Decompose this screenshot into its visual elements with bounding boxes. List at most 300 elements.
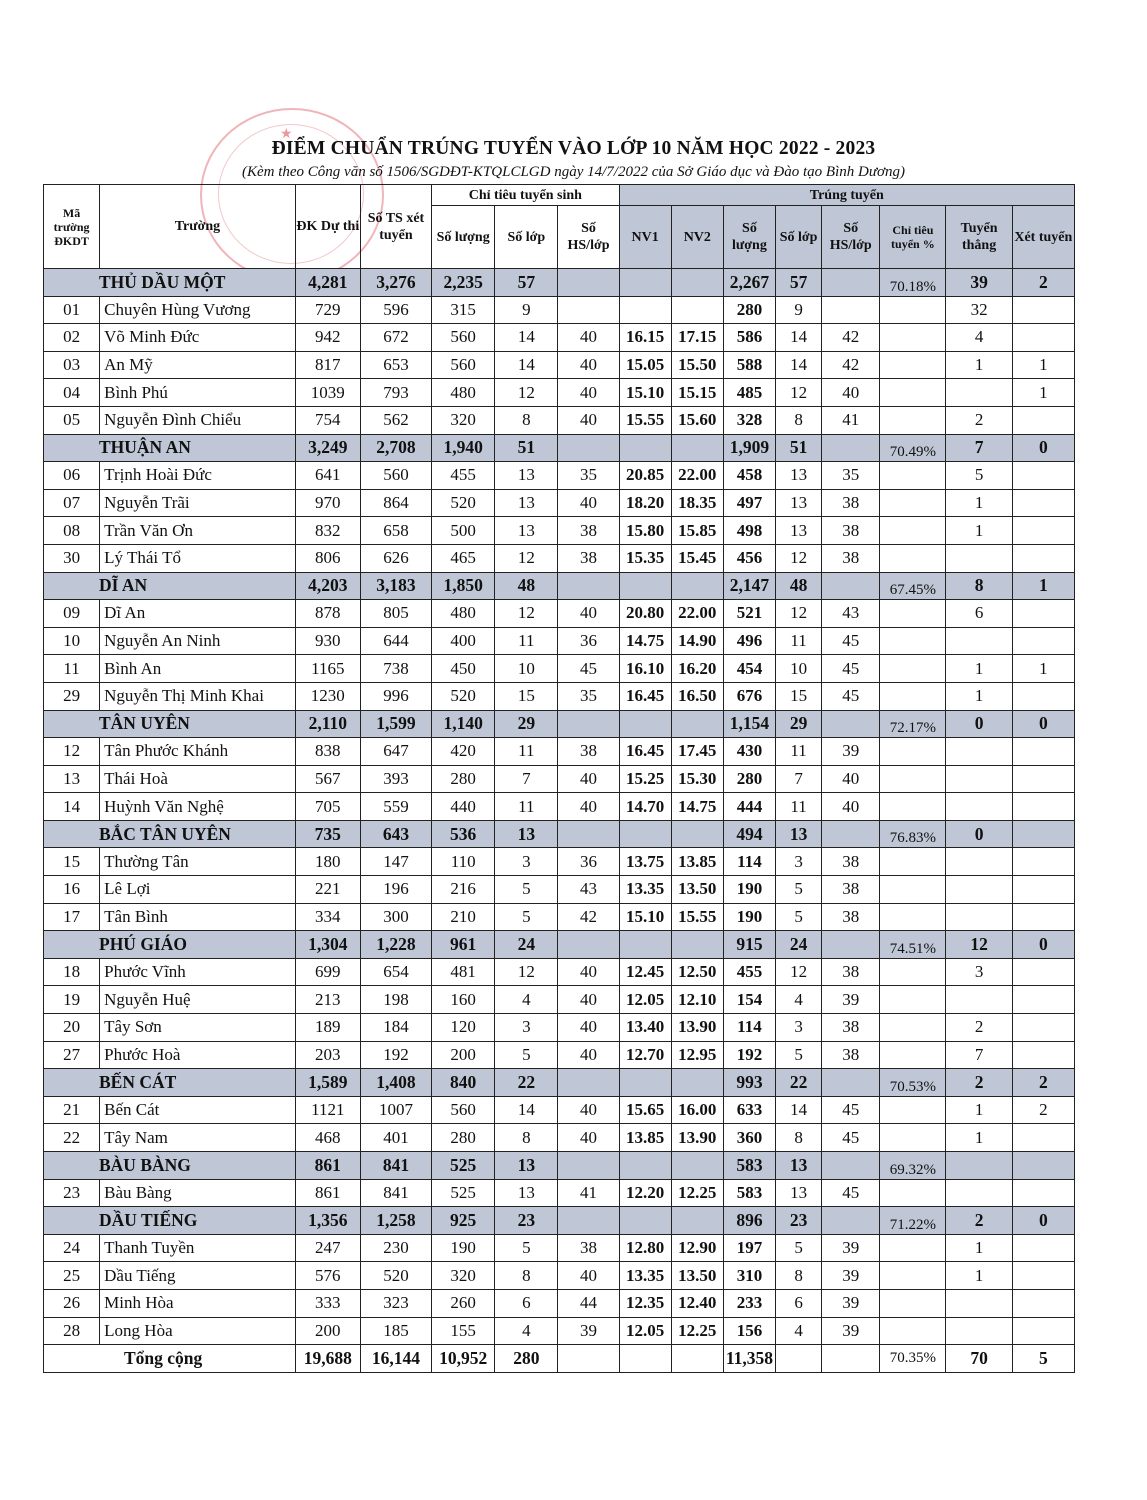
school-nv1-score: 15.10	[619, 903, 671, 931]
school-code: 01	[44, 296, 100, 324]
school-nv2-score: 15.50	[671, 351, 723, 379]
school-nv1-score: 20.85	[619, 462, 671, 490]
school-quota-classes: 12	[495, 600, 558, 628]
table-row	[44, 1179, 1075, 1207]
school-quota-count: 520	[432, 489, 495, 517]
group-quota-count: 1,940	[432, 434, 495, 462]
school-quota-percent	[880, 793, 946, 821]
school-quota-classes: 13	[495, 462, 558, 490]
group-direct-admission: 0	[946, 820, 1012, 848]
school-name: Bình Phú	[100, 379, 296, 407]
school-quota-count: 110	[432, 848, 495, 876]
school-nv2-score: 15.85	[671, 517, 723, 545]
group-candidates: 1,228	[360, 931, 431, 959]
group-quota-count: 536	[432, 820, 495, 848]
school-admitted-per-class: 39	[822, 1317, 880, 1345]
group-quota-classes: 23	[495, 1207, 558, 1235]
school-quota-classes: 4	[495, 986, 558, 1014]
school-quota-percent	[880, 600, 946, 628]
school-admitted-classes: 5	[776, 1041, 822, 1069]
group-row	[44, 820, 1075, 848]
school-quota-count: 480	[432, 379, 495, 407]
school-registered: 1165	[295, 655, 360, 683]
school-nv2-score: 14.90	[671, 627, 723, 655]
school-code: 12	[44, 738, 100, 766]
school-code: 03	[44, 351, 100, 379]
school-name: Bàu Bàng	[100, 1179, 296, 1207]
school-registered: 334	[295, 903, 360, 931]
school-nv1-score: 14.70	[619, 793, 671, 821]
school-quota-count: 120	[432, 1014, 495, 1042]
group-quota-per-class	[558, 1207, 619, 1235]
school-nv2-score: 15.55	[671, 903, 723, 931]
school-registered: 189	[295, 1014, 360, 1042]
school-registered: 1230	[295, 682, 360, 710]
group-quota-classes: 13	[495, 1152, 558, 1180]
school-direct-admission	[946, 738, 1012, 766]
school-nv1-score: 15.55	[619, 406, 671, 434]
school-quota-classes: 10	[495, 655, 558, 683]
school-code: 27	[44, 1041, 100, 1069]
school-quota-count: 525	[432, 1179, 495, 1207]
school-selection-admission: 1	[1012, 655, 1074, 683]
school-admitted-classes: 4	[776, 986, 822, 1014]
group-quota-count: 1,850	[432, 572, 495, 600]
school-quota-per-class: 38	[558, 738, 619, 766]
school-quota-count: 480	[432, 600, 495, 628]
school-direct-admission	[946, 379, 1012, 407]
school-code: 30	[44, 544, 100, 572]
school-admitted-count: 360	[723, 1124, 775, 1152]
school-name: Nguyễn Huệ	[100, 986, 296, 1014]
school-quota-classes: 14	[495, 351, 558, 379]
school-direct-admission: 5	[946, 462, 1012, 490]
school-quota-count: 440	[432, 793, 495, 821]
group-quota-per-class	[558, 931, 619, 959]
school-admitted-classes: 12	[776, 379, 822, 407]
school-quota-per-class: 35	[558, 682, 619, 710]
group-nv2	[671, 710, 723, 738]
group-nv2	[671, 1152, 723, 1180]
group-nv1	[619, 269, 671, 297]
school-direct-admission	[946, 765, 1012, 793]
school-quota-per-class: 40	[558, 1262, 619, 1290]
school-candidates: 147	[360, 848, 431, 876]
school-admitted-per-class: 38	[822, 958, 880, 986]
school-admitted-count: 190	[723, 903, 775, 931]
group-quota-percent: 70.49%	[880, 434, 946, 462]
school-direct-admission	[946, 903, 1012, 931]
school-quota-classes: 14	[495, 1096, 558, 1124]
total-direct-admission: 70	[946, 1345, 1012, 1373]
school-quota-percent	[880, 1041, 946, 1069]
school-quota-percent	[880, 903, 946, 931]
school-admitted-count: 454	[723, 655, 775, 683]
school-selection-admission	[1012, 462, 1074, 490]
school-nv1-score: 13.85	[619, 1124, 671, 1152]
school-admitted-per-class: 38	[822, 1014, 880, 1042]
school-admitted-count: 676	[723, 682, 775, 710]
school-direct-admission: 1	[946, 682, 1012, 710]
total-quota-per-class	[558, 1345, 619, 1373]
school-admitted-count: 156	[723, 1317, 775, 1345]
group-candidates: 1,258	[360, 1207, 431, 1235]
school-quota-percent	[880, 544, 946, 572]
header-nv2: NV2	[671, 206, 723, 269]
school-registered: 180	[295, 848, 360, 876]
school-quota-count: 210	[432, 903, 495, 931]
table-row	[44, 1014, 1075, 1042]
school-admitted-count: 633	[723, 1096, 775, 1124]
school-quota-count: 400	[432, 627, 495, 655]
school-admitted-per-class: 38	[822, 517, 880, 545]
group-nv2	[671, 434, 723, 462]
group-selection-admission	[1012, 1152, 1074, 1180]
school-quota-percent	[880, 738, 946, 766]
school-direct-admission: 2	[946, 406, 1012, 434]
total-registered: 19,688	[295, 1345, 360, 1373]
school-code: 26	[44, 1289, 100, 1317]
group-quota-classes: 13	[495, 820, 558, 848]
school-selection-admission	[1012, 517, 1074, 545]
school-admitted-count: 430	[723, 738, 775, 766]
school-quota-classes: 13	[495, 517, 558, 545]
group-row	[44, 710, 1075, 738]
group-nv1	[619, 1069, 671, 1097]
school-candidates: 230	[360, 1234, 431, 1262]
school-name: Nguyễn An Ninh	[100, 627, 296, 655]
group-quota-per-class	[558, 269, 619, 297]
school-quota-count: 320	[432, 1262, 495, 1290]
school-admitted-classes: 12	[776, 544, 822, 572]
school-selection-admission	[1012, 600, 1074, 628]
group-admitted-per-class	[822, 820, 880, 848]
total-admitted-per-class	[822, 1345, 880, 1373]
school-quota-per-class: 40	[558, 986, 619, 1014]
school-admitted-per-class: 40	[822, 793, 880, 821]
school-admitted-count: 197	[723, 1234, 775, 1262]
school-nv2-score: 16.20	[671, 655, 723, 683]
school-quota-classes: 8	[495, 406, 558, 434]
school-quota-classes: 14	[495, 324, 558, 352]
school-quota-per-class: 38	[558, 544, 619, 572]
group-selection-admission: 2	[1012, 1069, 1074, 1097]
school-nv2-score: 18.35	[671, 489, 723, 517]
school-quota-percent	[880, 986, 946, 1014]
school-code: 25	[44, 1262, 100, 1290]
group-admitted-per-class	[822, 710, 880, 738]
school-admitted-per-class: 42	[822, 324, 880, 352]
school-registered: 817	[295, 351, 360, 379]
group-direct-admission: 0	[946, 710, 1012, 738]
school-quota-count: 320	[432, 406, 495, 434]
school-candidates: 184	[360, 1014, 431, 1042]
group-quota-count: 925	[432, 1207, 495, 1235]
school-selection-admission	[1012, 738, 1074, 766]
group-admitted-per-class	[822, 931, 880, 959]
school-candidates: 672	[360, 324, 431, 352]
school-admitted-classes: 15	[776, 682, 822, 710]
school-quota-per-class: 38	[558, 517, 619, 545]
school-name: Bình An	[100, 655, 296, 683]
school-nv1-score: 16.45	[619, 682, 671, 710]
school-registered: 878	[295, 600, 360, 628]
school-admitted-per-class: 38	[822, 848, 880, 876]
school-admitted-classes: 11	[776, 793, 822, 821]
school-quota-classes: 5	[495, 876, 558, 904]
school-admitted-per-class: 40	[822, 765, 880, 793]
school-registered: 1121	[295, 1096, 360, 1124]
school-direct-admission: 2	[946, 1014, 1012, 1042]
group-row	[44, 434, 1075, 462]
school-nv1-score	[619, 296, 671, 324]
group-admitted-count: 993	[723, 1069, 775, 1097]
school-candidates: 864	[360, 489, 431, 517]
school-nv2-score: 12.10	[671, 986, 723, 1014]
group-candidates: 1,599	[360, 710, 431, 738]
header-nv1: NV1	[619, 206, 671, 269]
table-row	[44, 903, 1075, 931]
school-candidates: 192	[360, 1041, 431, 1069]
school-quota-per-class: 42	[558, 903, 619, 931]
school-nv2-score: 22.00	[671, 600, 723, 628]
school-admitted-count: 192	[723, 1041, 775, 1069]
header-admitted-group: Trúng tuyển	[619, 185, 1074, 206]
group-selection-admission: 0	[1012, 931, 1074, 959]
school-quota-classes: 5	[495, 1234, 558, 1262]
table-row	[44, 1124, 1075, 1152]
school-selection-admission	[1012, 324, 1074, 352]
group-registered: 3,249	[295, 434, 360, 462]
school-admitted-classes: 12	[776, 600, 822, 628]
group-nv1	[619, 1207, 671, 1235]
group-row	[44, 931, 1075, 959]
group-nv1	[619, 1152, 671, 1180]
school-quota-percent	[880, 1096, 946, 1124]
school-nv2-score: 12.25	[671, 1179, 723, 1207]
school-admitted-count: 154	[723, 986, 775, 1014]
school-registered: 838	[295, 738, 360, 766]
school-nv2-score: 17.45	[671, 738, 723, 766]
school-registered: 641	[295, 462, 360, 490]
school-nv2-score: 14.75	[671, 793, 723, 821]
group-name: PHÚ GIÁO	[44, 931, 296, 959]
school-selection-admission	[1012, 986, 1074, 1014]
table-row	[44, 351, 1075, 379]
school-quota-percent	[880, 296, 946, 324]
school-direct-admission	[946, 986, 1012, 1014]
school-admitted-count: 455	[723, 958, 775, 986]
school-direct-admission: 1	[946, 655, 1012, 683]
group-nv1	[619, 434, 671, 462]
school-code: 24	[44, 1234, 100, 1262]
school-nv1-score: 15.10	[619, 379, 671, 407]
table-row	[44, 296, 1075, 324]
school-admitted-classes: 7	[776, 765, 822, 793]
school-quota-count: 560	[432, 1096, 495, 1124]
school-quota-per-class: 40	[558, 765, 619, 793]
group-admitted-classes: 22	[776, 1069, 822, 1097]
school-quota-classes: 6	[495, 1289, 558, 1317]
group-admitted-count: 1,154	[723, 710, 775, 738]
school-code: 04	[44, 379, 100, 407]
school-candidates: 300	[360, 903, 431, 931]
header-selection-admission: Xét tuyển	[1012, 206, 1074, 269]
school-candidates: 996	[360, 682, 431, 710]
group-candidates: 1,408	[360, 1069, 431, 1097]
header-admitted-per-class: Số HS/lớp	[822, 206, 880, 269]
school-candidates: 401	[360, 1124, 431, 1152]
school-quota-per-class: 41	[558, 1179, 619, 1207]
school-registered: 213	[295, 986, 360, 1014]
school-candidates: 653	[360, 351, 431, 379]
school-quota-count: 465	[432, 544, 495, 572]
school-direct-admission: 1	[946, 1262, 1012, 1290]
school-selection-admission	[1012, 1234, 1074, 1262]
group-quota-per-class	[558, 1152, 619, 1180]
school-nv1-score: 16.45	[619, 738, 671, 766]
school-admitted-count: 233	[723, 1289, 775, 1317]
school-nv2-score: 12.95	[671, 1041, 723, 1069]
school-name: Tân Phước Khánh	[100, 738, 296, 766]
group-admitted-classes: 13	[776, 820, 822, 848]
group-admitted-per-class	[822, 572, 880, 600]
school-code: 06	[44, 462, 100, 490]
school-registered: 1039	[295, 379, 360, 407]
group-quota-count: 961	[432, 931, 495, 959]
school-quota-count: 155	[432, 1317, 495, 1345]
school-quota-count: 280	[432, 765, 495, 793]
school-admitted-count: 485	[723, 379, 775, 407]
school-nv1-score: 12.80	[619, 1234, 671, 1262]
group-row	[44, 1152, 1075, 1180]
school-candidates: 185	[360, 1317, 431, 1345]
school-admitted-classes: 4	[776, 1317, 822, 1345]
school-registered: 200	[295, 1317, 360, 1345]
group-direct-admission: 2	[946, 1069, 1012, 1097]
school-nv2-score: 12.40	[671, 1289, 723, 1317]
school-admitted-per-class: 45	[822, 1179, 880, 1207]
school-quota-classes: 5	[495, 1041, 558, 1069]
school-nv1-score: 13.35	[619, 876, 671, 904]
school-admitted-count: 328	[723, 406, 775, 434]
school-name: Tây Sơn	[100, 1014, 296, 1042]
header-admitted-count: Số lượng	[723, 206, 775, 269]
group-admitted-count: 2,267	[723, 269, 775, 297]
school-selection-admission	[1012, 627, 1074, 655]
school-quota-per-class: 39	[558, 1317, 619, 1345]
school-selection-admission	[1012, 765, 1074, 793]
total-nv1	[619, 1345, 671, 1373]
school-direct-admission	[946, 1289, 1012, 1317]
school-admitted-per-class: 45	[822, 682, 880, 710]
school-code: 28	[44, 1317, 100, 1345]
group-candidates: 643	[360, 820, 431, 848]
school-nv2-score: 15.60	[671, 406, 723, 434]
school-selection-admission	[1012, 958, 1074, 986]
seal-star-icon: ★	[280, 127, 293, 142]
school-nv2-score	[671, 296, 723, 324]
school-direct-admission	[946, 793, 1012, 821]
school-quota-count: 280	[432, 1124, 495, 1152]
school-nv2-score: 16.00	[671, 1096, 723, 1124]
group-nv1	[619, 820, 671, 848]
school-quota-count: 260	[432, 1289, 495, 1317]
group-name: BÀU BÀNG	[44, 1152, 296, 1180]
school-code: 05	[44, 406, 100, 434]
school-quota-percent	[880, 517, 946, 545]
school-quota-per-class: 40	[558, 324, 619, 352]
school-quota-classes: 15	[495, 682, 558, 710]
school-direct-admission: 3	[946, 958, 1012, 986]
group-nv2	[671, 269, 723, 297]
school-admitted-count: 458	[723, 462, 775, 490]
school-code: 22	[44, 1124, 100, 1152]
group-candidates: 3,276	[360, 269, 431, 297]
school-registered: 247	[295, 1234, 360, 1262]
group-direct-admission: 7	[946, 434, 1012, 462]
table-row	[44, 738, 1075, 766]
school-candidates: 644	[360, 627, 431, 655]
school-candidates: 658	[360, 517, 431, 545]
school-quota-per-class: 40	[558, 958, 619, 986]
school-nv1-score: 15.25	[619, 765, 671, 793]
table-row	[44, 1041, 1075, 1069]
school-quota-per-class: 40	[558, 1096, 619, 1124]
group-name: THUẬN AN	[44, 434, 296, 462]
school-nv2-score: 13.90	[671, 1014, 723, 1042]
school-admitted-classes: 5	[776, 1234, 822, 1262]
school-admitted-classes: 5	[776, 903, 822, 931]
school-quota-classes: 8	[495, 1262, 558, 1290]
school-quota-per-class: 40	[558, 1041, 619, 1069]
group-admitted-count: 2,147	[723, 572, 775, 600]
group-quota-count: 840	[432, 1069, 495, 1097]
group-selection-admission: 2	[1012, 269, 1074, 297]
table-row	[44, 958, 1075, 986]
group-quota-percent: 72.17%	[880, 710, 946, 738]
school-code: 29	[44, 682, 100, 710]
school-quota-per-class: 35	[558, 462, 619, 490]
school-admitted-per-class: 45	[822, 1124, 880, 1152]
school-nv1-score: 12.20	[619, 1179, 671, 1207]
school-registered: 576	[295, 1262, 360, 1290]
school-quota-per-class: 36	[558, 627, 619, 655]
school-admitted-count: 114	[723, 1014, 775, 1042]
school-quota-classes: 8	[495, 1124, 558, 1152]
header-quota-count: Số lượng	[432, 206, 495, 269]
school-candidates: 738	[360, 655, 431, 683]
school-selection-admission	[1012, 1289, 1074, 1317]
school-admitted-per-class: 38	[822, 876, 880, 904]
total-label: Tổng cộng	[44, 1345, 296, 1373]
school-quota-percent	[880, 379, 946, 407]
group-nv2	[671, 820, 723, 848]
school-quota-classes: 12	[495, 544, 558, 572]
school-quota-classes: 3	[495, 1014, 558, 1042]
school-nv1-score: 13.40	[619, 1014, 671, 1042]
group-quota-classes: 51	[495, 434, 558, 462]
school-code: 11	[44, 655, 100, 683]
school-direct-admission: 6	[946, 600, 1012, 628]
group-quota-classes: 29	[495, 710, 558, 738]
school-admitted-count: 586	[723, 324, 775, 352]
group-admitted-count: 896	[723, 1207, 775, 1235]
school-quota-classes: 11	[495, 738, 558, 766]
group-direct-admission: 8	[946, 572, 1012, 600]
group-selection-admission: 1	[1012, 572, 1074, 600]
group-quota-percent: 70.53%	[880, 1069, 946, 1097]
